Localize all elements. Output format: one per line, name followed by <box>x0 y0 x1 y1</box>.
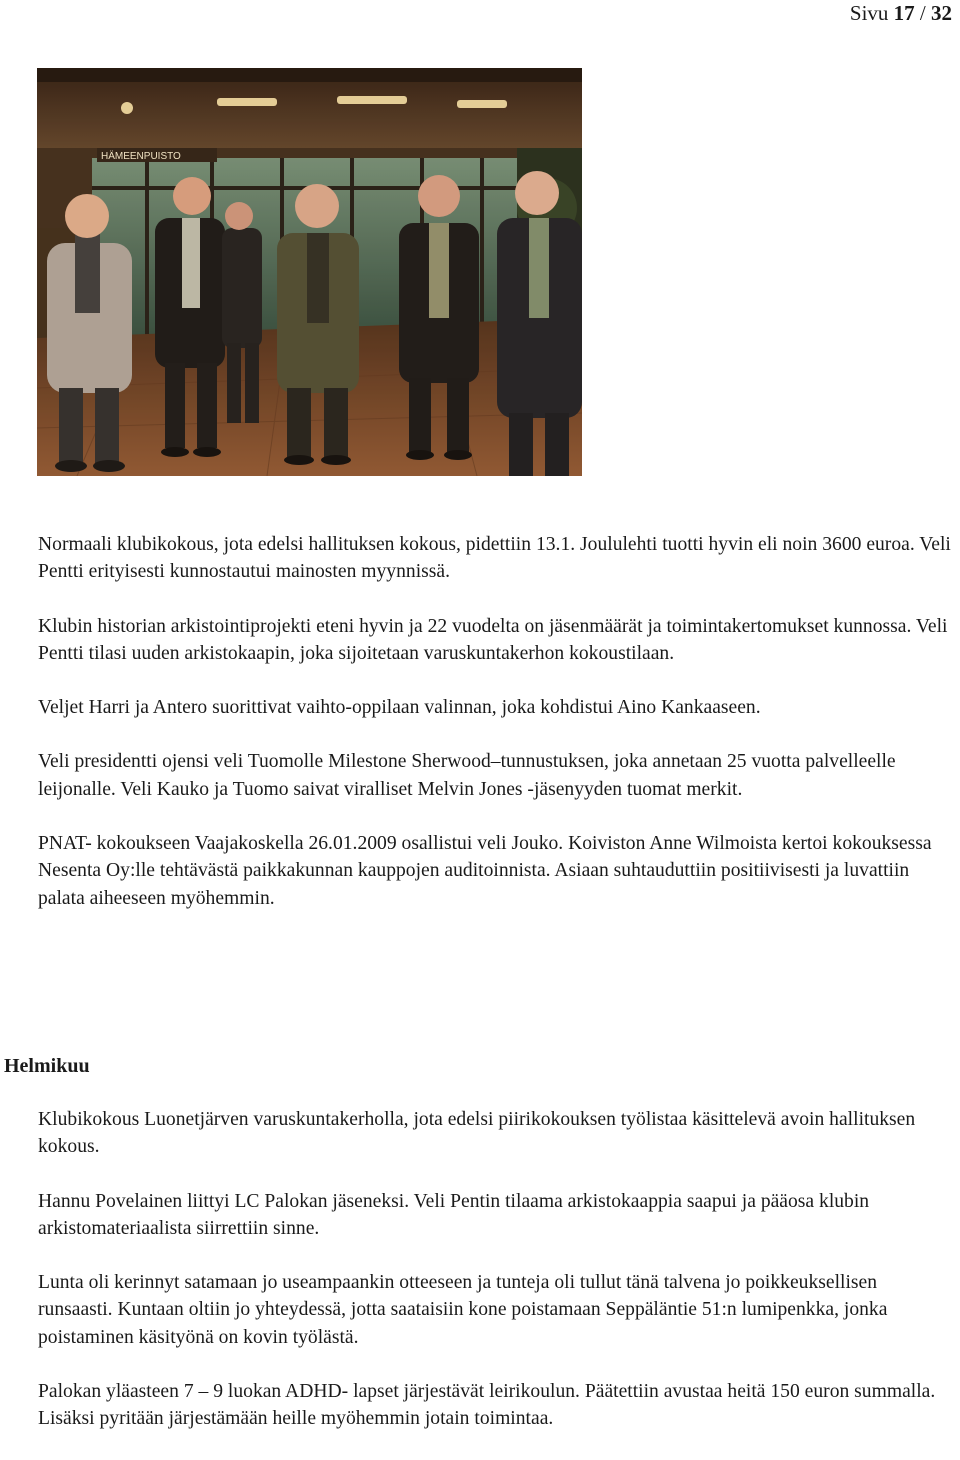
paragraph-milestone-award: Veli presidentti ojensi veli Tuomolle Milestone Sherwood–tunnustuksen, joka annetaan 25 vuotta palvelleelle leijonalle. Veli Kauko ja Tuomo saivat viralliset Melvin Jones -jäsenyyden tuomat merkit. <box>38 751 896 800</box>
page-total: 32 <box>931 1 952 25</box>
paragraph-adhd-camp: Palokan yläasteen 7 – 9 luokan ADHD- lapset järjestävät leirikoulun. Päätettiin avustaa heitä 150 euron summalla. Lisäksi pyritään järjestämään heille myöhemmin jotain toimintaa. <box>38 1381 936 1430</box>
february-section <box>38 1106 953 1460</box>
paragraph-snow: Lunta oli kerinnyt satamaan jo useampaankin otteeseen ja tunteja oli tullut tänä talvena jo poikkeuksellisen runsaasti. Kuntaan oltiin jo yhteydessä, jotta saataisiin kone poistamaan Seppäläntie 51:n lumipenkka, jonka poistaminen käsityönä on kovin työlästä. <box>38 1272 888 1348</box>
page-number <box>850 0 952 26</box>
paragraph-archive-project: Klubin historian arkistointiprojekti eteni hyvin ja 22 vuodelta on jäsenmäärät ja toimintakertomukset kunnossa. Veli Pentti tilasi uuden arkistokaapin, joka sijoitetaan varuskuntakerhon kokoustilaan. <box>38 615 948 664</box>
paragraph-new-member: Hannu Povelainen liittyi LC Palokan jäseneksi. Veli Pentin tilaama arkistokaappia saapui ja pääosa klubin arkistomateriaalista siirrettiin sinne. <box>38 1190 870 1239</box>
page-prefix: Sivu <box>849 1 889 25</box>
paragraph-meeting-jan: Normaali klubikokous, jota edelsi hallituksen kokous, pidettiin 13.1. Joululehti tuotti hyvin eli noin 3600 euroa. Veli Pentti erityisesti kunnostautui mainosten myynnissä. <box>38 534 951 583</box>
paragraph-meeting-feb: Klubikokous Luonetjärven varuskuntakerholla, jota edelsi piirikokouksen työlistaa käsittelevä avoin hallituksen kokous. <box>38 1109 916 1158</box>
paragraph-pnat-meeting: PNAT- kokoukseen Vaajakoskella 26.01.2009 osallistui veli Jouko. Koiviston Anne Wilmoista kertoi kokouksessa Nesenta Oy:lle tehtävästä paikkakunnan kauppojen auditoinnista. Asiaan suhtauduttiin positiivisesti ja luvattiin palata aiheeseen myöhemmin. <box>38 833 932 909</box>
paragraph-exchange-student: Veljet Harri ja Antero suorittivat vaihto-oppilaan valinnan, joka kohdistui Aino Kankaaseen. <box>38 697 761 719</box>
group-photo-illustration <box>37 68 582 476</box>
building-sign: HÄMEENPUISTO <box>101 151 181 162</box>
section-title-february: Helmikuu <box>4 1055 90 1077</box>
page-separator: / <box>919 1 926 25</box>
page-current: 17 <box>893 1 915 25</box>
january-section <box>38 531 953 939</box>
group-photo <box>37 68 582 476</box>
